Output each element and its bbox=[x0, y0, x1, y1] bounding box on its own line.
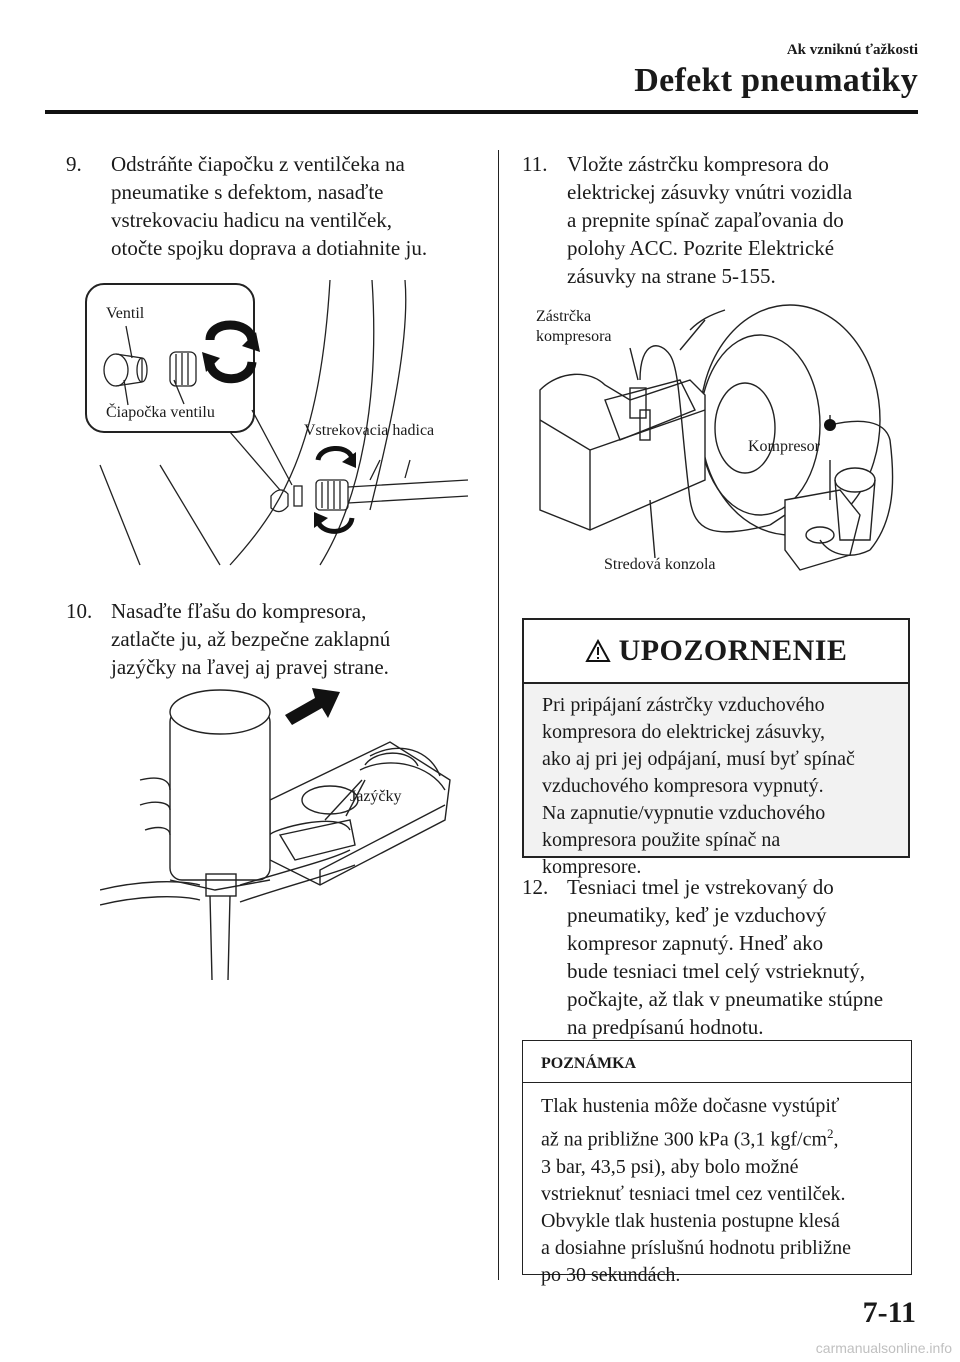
warning-header bbox=[524, 620, 908, 684]
page-number: 7-11 bbox=[862, 1296, 916, 1329]
step-10 bbox=[66, 597, 486, 681]
hose-connector-icon bbox=[824, 419, 836, 431]
note-text: Tlak hustenia môže dočasne vystúpiť až na približne 300 kPa (3,1 kgf/$cm^2$, 3 bar, 43,5 psi), aby bolo možné vstrieknuť tesniaci tmel cez ventilček. Obvykle tlak hustenia postupne klesá a dosiahne príslušnú hodnotu približne po 30 sekundách. bbox=[541, 1095, 851, 1286]
page-title: Defekt pneumatiky bbox=[634, 62, 918, 99]
bottle-compressor-illustration bbox=[100, 680, 480, 990]
step-text: Nasaďte fľašu do kompresora, zatlačte ju, až bezpečne zaklapnú jazýčky na ľavej aj pravej strane. bbox=[111, 599, 391, 679]
watermark: carmanualsonline.info bbox=[815, 1340, 952, 1356]
label-tabs: Jazýčky bbox=[350, 788, 402, 805]
label-ventil: Ventil bbox=[106, 305, 145, 322]
note-title: POZNÁMKA bbox=[523, 1041, 911, 1083]
warning-triangle-icon bbox=[585, 639, 611, 663]
label-plug-line1: Zástrčka bbox=[536, 308, 592, 325]
section-title: Ak vzniknú ťažkosti bbox=[786, 42, 918, 58]
step-number: 9. bbox=[66, 152, 82, 176]
label-compressor: Kompresor bbox=[748, 438, 820, 455]
step-9 bbox=[66, 150, 486, 262]
step-12 bbox=[522, 873, 922, 1041]
label-injection-hose: Vstrekovacia hadica bbox=[304, 422, 435, 439]
step-text: Tesniaci tmel je vstrekovaný do pneumatiky, keď je vzduchový kompresor zapnutý. Hneď ako bude tesniaci tmel celý vstrieknutý, počkajte, až tlak v pneumatike stúpne na predpísanú hodnotu. bbox=[567, 875, 884, 1039]
label-valve-cap: Čiapočka ventilu bbox=[106, 404, 215, 421]
plug-compressor-figure bbox=[530, 300, 915, 590]
column-divider bbox=[498, 150, 499, 1280]
header-rule bbox=[45, 110, 918, 114]
step-text: Vložte zástrčku kompresora do elektrickej zásuvky vnútri vozidla a prepnite spínač zapaľovania do polohy ACC. Pozrite Elektrické zásuvky na strane 5-155. bbox=[567, 152, 853, 288]
warning-box bbox=[522, 618, 910, 878]
bottle-compressor-figure bbox=[100, 680, 480, 990]
note-box bbox=[522, 1040, 912, 1286]
step-number: 10. bbox=[66, 599, 93, 623]
step-text: Odstráňte čiapočku z ventilčeka na pneumatike s defektom, nasaďte vstrekovaciu hadicu na ventilček, otočte spojku doprava a dotiahnite ju. bbox=[111, 152, 428, 260]
valve-hose-figure bbox=[80, 280, 480, 570]
step-number: 11. bbox=[522, 152, 548, 176]
warning-title: UPOZORNENIE bbox=[618, 634, 848, 667]
push-arrow-icon bbox=[285, 688, 340, 725]
step-11 bbox=[522, 150, 922, 290]
warning-text: Pri pripájaní zástrčky vzduchového kompresora do elektrickej zásuvky, ako aj pri jej odpájaní, musí byť spínač vzduchového kompresora vypnutý. Na zapnutie/vypnutie vzduchového kompresora použite spínač na kompresore. bbox=[542, 694, 855, 878]
step-number: 12. bbox=[522, 875, 549, 899]
label-plug-line2: kompresora bbox=[536, 328, 612, 345]
label-center-console: Stredová konzola bbox=[604, 556, 716, 573]
